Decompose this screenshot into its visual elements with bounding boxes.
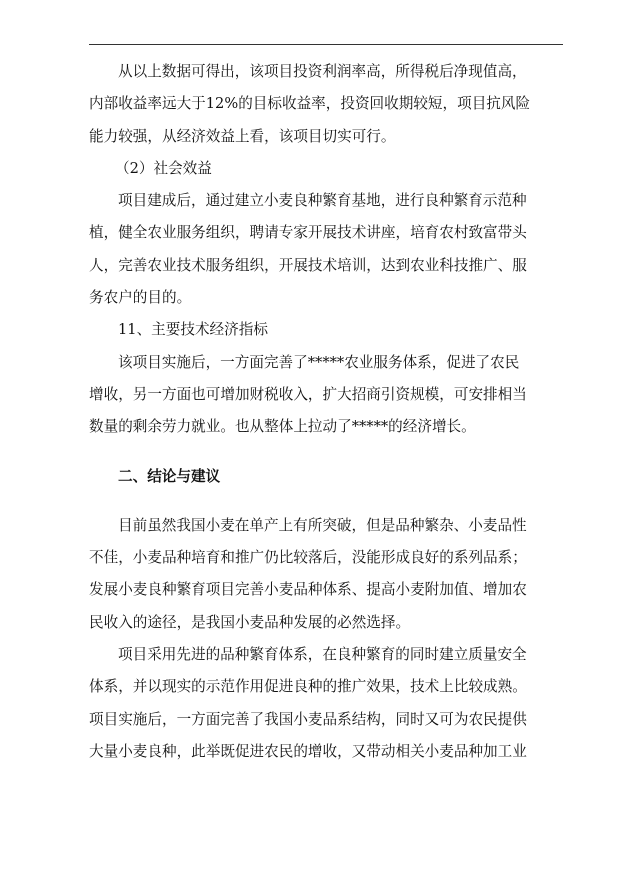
text-line: 民收入的途径，是我国小麦品种发展的必然选择。 [89,613,411,631]
header-rule [89,44,563,45]
paragraph-social-benefits [89,185,563,314]
text-line: 目前虽然我国小麦在单产上有所突破，但是品种繁杂、小麦品性 [118,516,527,534]
spacer [89,493,563,510]
text-line: 不佳，小麦品种培育和推广仍比较落后，没能形成良好的系列品系； [89,549,527,567]
text-line: 内部收益率远大于12%的目标收益率，投资回收期较短，项目抗风险 [89,95,531,113]
paragraph-economic-conclusion [89,56,563,153]
text-line: 务农户的目的。 [89,289,192,307]
subheading-social-benefits: （2）社会效益 [115,159,212,177]
text-line: 项目实施后，一方面完善了我国小麦品系结构，同时又可为农民提供 [89,710,527,728]
spacer [89,444,563,461]
text-line: 从以上数据可得出，该项目投资利润率高，所得税后净现值高， [118,63,527,80]
document-body [89,56,563,768]
paragraph-project [89,639,563,768]
text-line: 大量小麦良种，此举既促进农民的增收，又带动相关小麦品种加工业 [89,742,527,760]
text-line: 增收，另一方面也可增加财税收入，扩大招商引资规模，可安排相当 [89,385,527,403]
paragraph-indicators [89,347,563,444]
text-line: 数量的剩余劳力就业。也从整体上拉动了*****的经济增长。 [89,418,476,436]
text-line: 人，完善农业技术服务组织，开展技术培训，达到农业科技推广、服 [89,256,527,274]
section-heading: 二、结论与建议 [118,467,221,485]
item-heading-main-indicators: 11、主要技术经济指标 [118,321,268,339]
text-line: 发展小麦良种繁育项目完善小麦品种体系、提高小麦附加值、增加农 [89,581,527,599]
text-line: 植，健全农业服务组织，聘请专家开展技术讲座，培育农村致富带头 [89,224,527,242]
text-line: 能力较强，从经济效益上看，该项目切实可行。 [89,127,396,145]
text-line: 项目建成后，通过建立小麦良种繁育基地，进行良种繁育示范种 [118,192,527,210]
text-line: 该项目实施后，一方面完善了*****农业服务体系，促进了农民 [118,353,520,371]
text-line: 体系，并以现实的示范作用促进良种的推广效果，技术上比较成熟。 [89,678,527,696]
paragraph-current-situation [89,510,563,639]
text-line: 项目采用先进的品种繁育体系，在良种繁育的同时建立质量安全 [118,646,527,664]
